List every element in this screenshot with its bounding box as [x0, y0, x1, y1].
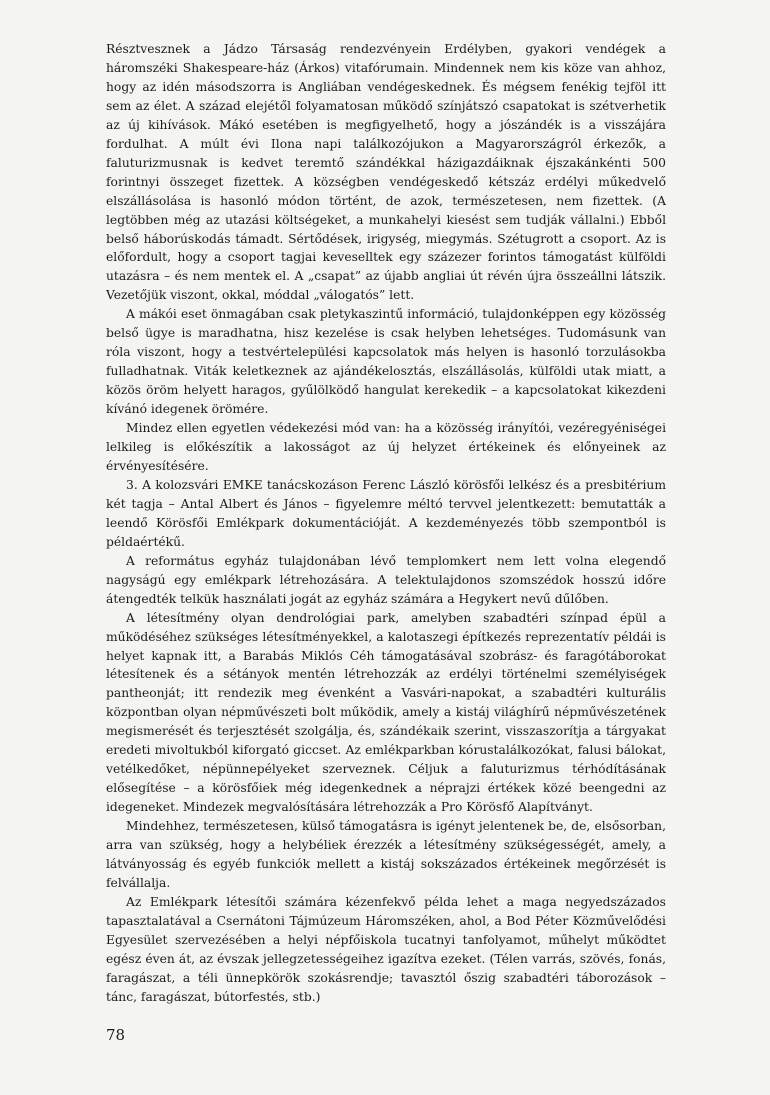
paragraph-1: Résztvesznek a Jádzo Társaság rendezvényein Erdélyben, gyakori vendégek a háromszéki Shakespeare-ház (Árkos) vitafórumain. Mindennek nem kis köze van ahhoz, hogy az idén másodszorra is Angliában vendégeskednek. És mégsem fenékig tejföl itt sem az élet. A század elejétől folyamatosan működő színjátszó csapatokat is szétverhetik az új kihívások. Mákó esetében is megfigyelhető, hogy a jószándék is a visszájára fordulhat. A múlt évi Ilona napi találkozójukon a Magyarországról érkezők, a faluturizmusnak is kedvet teremtő szándékkal házigazdáiknak éjszakánkénti 500 forintnyi összeget fizettek. A községben vendégeskedő kétszáz erdélyi műkedvelő elszállásolása is hasonló módon történt, de azok, természetesen, nem fizettek. (A legtöbben még az utazási költségeket, a munkahelyi kiesést sem tudják vállalni.) Ebből belső háborúskodás támadt. Sértődések, irigység, miegymás. Szétugrott a csoport. Az is előfordult, hogy a csoport tagjai keveselltek egy százezer forintos támogatást külföldi utazásra – és nem mentek el. A „csapat” az újabb angliai út révén újra összeállni látszik. Vezetőjük viszont, okkal, móddal „válogatós” lett. — [106, 42, 666, 303]
paragraph-8: Az Emlékpark létesítői számára kézenfekvő példa lehet a maga negyedszázados tapasztalatával a Csernátoni Tájmúzeum Háromszéken, ahol, a Bod Péter Közművelődési Egyesület szervezésében a helyi népfőiskola tucatnyi tanfolyamot, műhelyt működtet egész éven át, az évszak jellegzetességeihez igazítva ezeket. (Télen varrás, szövés, fonás, faragászat, a téli ünnepkörök szokásrendje; tavasztól őszig szabadtéri táborozások – tánc, faragászat, bútorfestés, stb.) — [106, 894, 666, 1004]
paragraph-4: 3. A kolozsvári EMKE tanácskozáson Ferenc László körösfői lelkész és a presbitérium két tagja – Antal Albert és János – figyelemre méltó tervvel jelentkezett: bemutatták a leendő Körösfői Emlékpark dokumentációját. A kezdeményezés több szempontból is példaértékű. — [106, 477, 666, 549]
paragraph-6: A létesítmény olyan dendrológiai park, amelyben szabadtéri színpad épül a működéséhez szükséges létesítményekkel, a kalotaszegi építkezés reprezentatív példái is helyet kapnak itt, a Barabás Miklós Céh támogatásával szobrász- és faragótáborokat létesítenek és a sétányok mentén létrehozzák az erdélyi történelmi személyiségek pantheonját; itt rendezik meg évenként a Vasvári-napokat, a szabadtéri kulturális központban olyan népművészeti bolt működik, amely a kistáj világhírű népművészetének megismerését és terjesztését szolgálja, és, szándékaik szerint, visszaszorítja a tárgyakat eredeti mivoltukból kiforgató giccset. Az emlékparkban kórustalálkozókat, falusi bálokat, vetélkedőket, népünnepélyeket szerveznek. Céljuk a faluturizmus térhódításának elősegítése – a körösfőiek még idegenkednek a néprajzi értékek közé beengedni az idegeneket. Mindezek megvalósítására létrehozzák a Pro Körösfő Alapítványt. — [106, 610, 666, 815]
page-text-block — [106, 40, 666, 1007]
page-number: 78 — [106, 1026, 126, 1044]
paragraph-7: Mindehhez, természetesen, külső támogatásra is igényt jelentenek be, de, elsősorban, arra van szükség, hogy a helybéliek érezzék a létesítmény szükségességét, amely, a látványosság és egyéb funkciók mellett a kistáj sokszázados értékeinek megőrzését is felvállalja. — [106, 819, 666, 890]
paragraph-3: Mindez ellen egyetlen védekezési mód van: ha a közösség irányítói, vezéregyéniségei lelkileg is előkészítik a lakosságot az új helyzet értékeinek és előnyeinek az érvényesítésére. — [106, 421, 666, 473]
paragraph-5: A református egyház tulajdonában lévő templomkert nem lett volna elegendő nagyságú egy emlékpark létrehozására. A telektulajdonos szomszédok hosszú időre átengedték telkük használati jogát az egyház számára a Hegykert nevű dűlőben. — [106, 553, 666, 606]
paragraph-2: A mákói eset önmagában csak pletykaszintű információ, tulajdonképpen egy közösség belső ügye is maradhatna, hisz kezelése is csak helyben lehetséges. Tudomásunk van róla viszont, hogy a testvértelepülési kapcsolatok más helyen is hasonló torzulásokba fulladhatnak. Viták keletkeznek az ajándékelosztás, elszállásolás, külföldi utak miatt, a közös öröm helyett haragos, gyűlölködő hangulat kerekedik – a kapcsolatokat kikezdeni kívánó idegenek örömére. — [106, 307, 666, 417]
